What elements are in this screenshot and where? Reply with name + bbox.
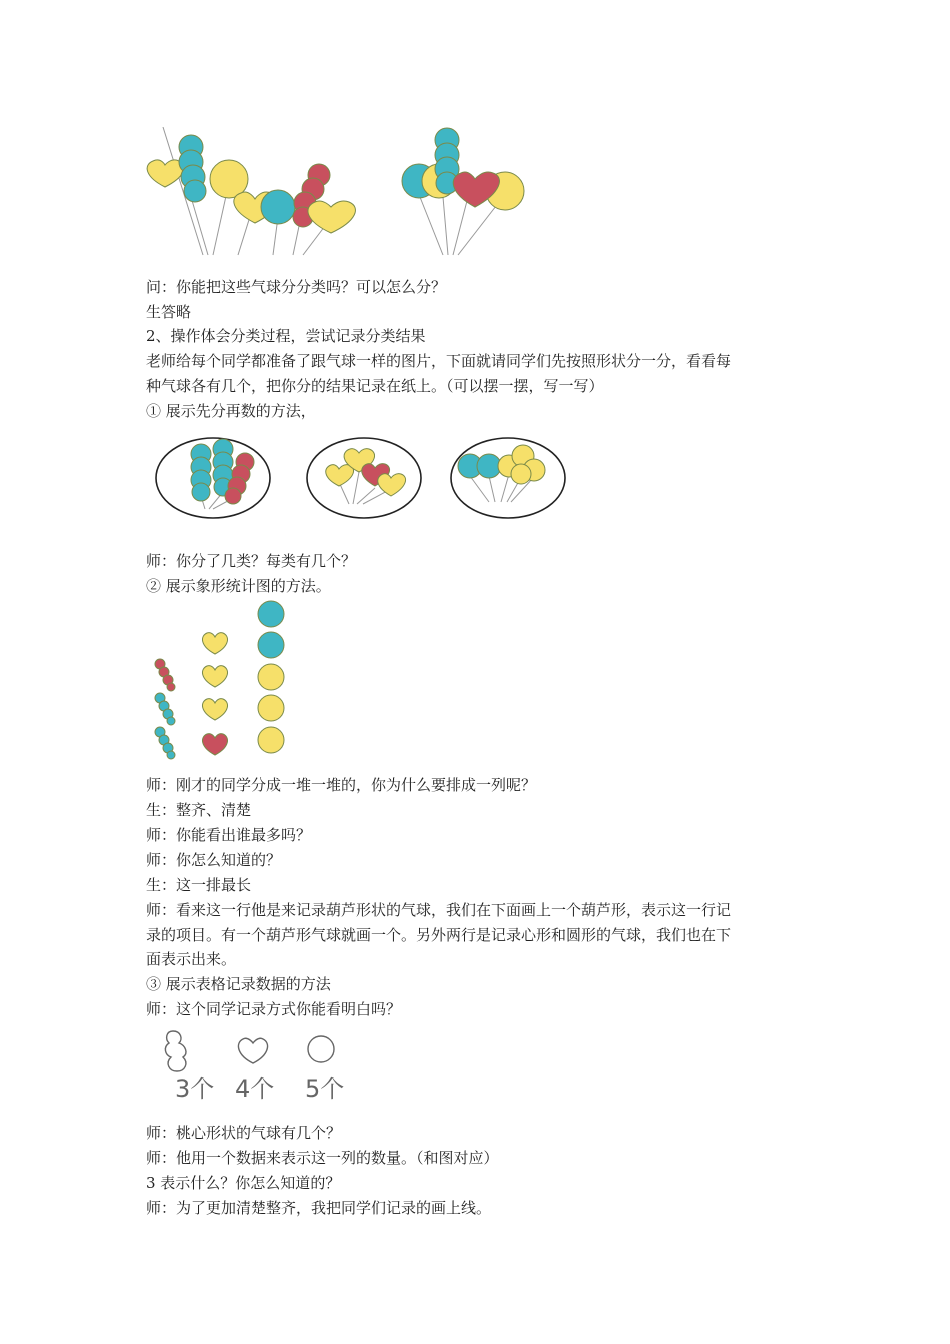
text-line: 师：他用一个数据来表示这一列的数量。（和图对应） [146,1149,499,1167]
gourd-count: 3个 [175,1075,215,1103]
balloon-bunch-image [143,127,543,257]
text-line: 师：刚才的同学分成一堆一堆的，你为什么要排成一列呢？ [146,776,537,794]
heart-outline-icon [238,1038,267,1063]
circle-outline-icon [308,1036,334,1062]
text-line: 3 表示什么？你怎么知道的？ [146,1174,341,1192]
text-line: 师：你分了几类？每类有几个？ [146,552,357,570]
text-line: ② 展示象形统计图的方法。 [146,577,331,595]
text-line: 种气球各有几个，把你分的结果记录在纸上。（可以摆一摆，写一写） [146,377,604,395]
grouped-balloons-image [153,434,573,529]
heart-count: 4个 [235,1075,275,1103]
text-line: 生：整齐、清楚 [146,801,252,819]
text-line: ③ 展示表格记录数据的方法 [146,975,331,993]
pictograph-image [150,600,300,760]
text-line: 问：你能把这些气球分分类吗？可以怎么分？ [146,278,447,296]
text-line: 师：这个同学记录方式你能看明白吗？ [146,1000,402,1018]
text-line: 面表示出来。 [146,950,237,968]
text-line: 师：为了更加清楚整齐，我把同学们记录的画上线。 [146,1199,492,1217]
text-line: 师：你怎么知道的？ [146,851,282,869]
text-line: 师：桃心形状的气球有几个？ [146,1124,342,1142]
text-line: 生答略 [146,303,192,321]
text-line: 师：你能看出谁最多吗？ [146,826,312,844]
text-line: 生：这一排最长 [146,876,252,894]
gourd-outline-icon [165,1031,186,1071]
text-line: 2、操作体会分类过程，尝试记录分类结果 [146,327,426,345]
text-line: 师：看来这一行他是来记录葫芦形状的气球，我们在下面画上一个葫芦形，表示这一行记 [146,901,732,919]
tally-sketch-image [155,1025,355,1110]
text-line: 老师给每个同学都准备了跟气球一样的图片，下面就请同学们先按照形状分一分，看看每 [146,352,732,370]
text-line: 录的项目。有一个葫芦形气球就画一个。另外两行是记录心形和圆形的气球，我们也在下 [146,926,732,944]
text-line: ① 展示先分再数的方法， [146,402,316,420]
round-count: 5个 [305,1075,345,1103]
